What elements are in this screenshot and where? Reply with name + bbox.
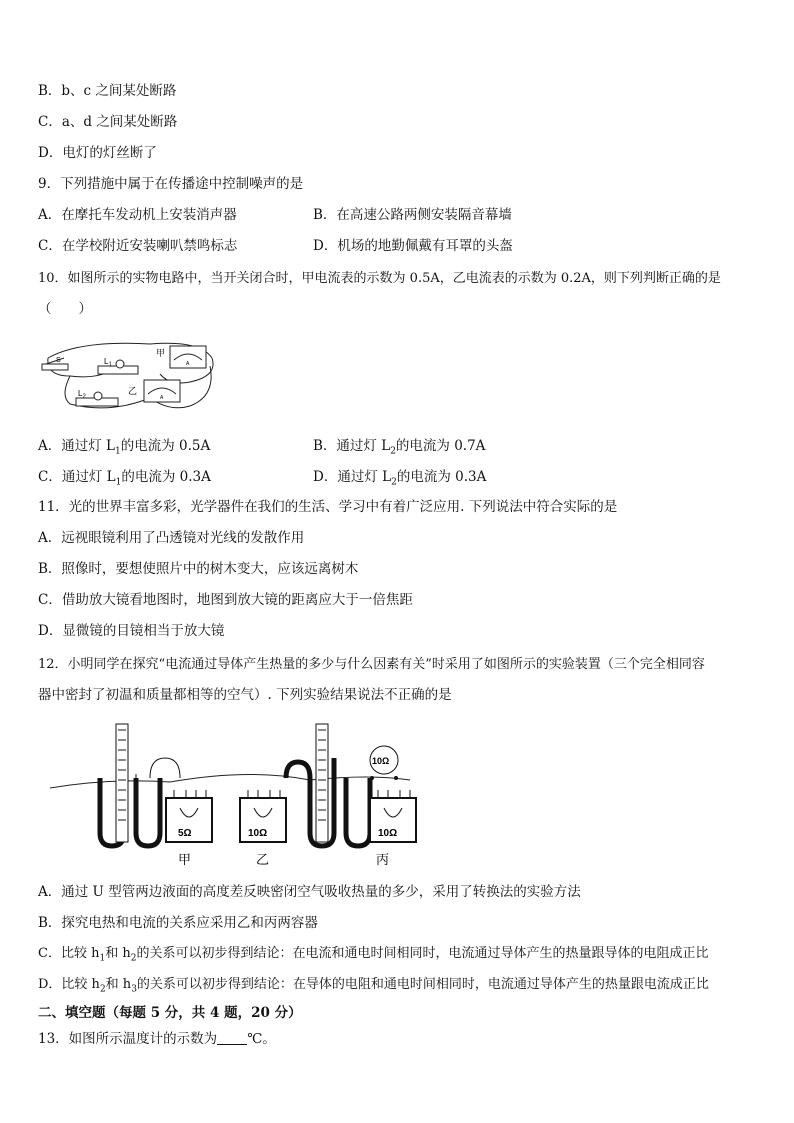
lamp1-label: $L_1$ xyxy=(104,357,112,368)
section-2-title: 二、填空题（每题 5 分，共 4 题，20 分） xyxy=(38,1005,302,1021)
q12-option-c: C．比较 $h_1$和 $h_2$的关系可以初步得到结论：在电流和通电时间相同时，电流通过导体产生的热量跟导体的电阻成正比 xyxy=(38,946,709,964)
answer-blank[interactable] xyxy=(217,1030,247,1045)
switch-lever xyxy=(46,358,64,364)
scale-2 xyxy=(316,724,328,842)
label-jia: 甲 xyxy=(178,853,192,868)
q13-stem: 13．如图所示温度计的示数为 ℃。 xyxy=(38,1031,276,1047)
q11-option-d: D．显微镜的目镜相当于放大镜 xyxy=(38,623,225,639)
q11-option-a: A．远视眼镜利用了凸透镜对光线的发散作用 xyxy=(38,530,305,546)
q8-option-c: C．a、d 之间某处断路 xyxy=(38,114,178,130)
q9-option-d: D．机场的地勤佩戴有耳罩的头盔 xyxy=(313,238,513,254)
q12-apparatus-figure xyxy=(50,718,420,874)
q9-option-a: A．在摩托车发动机上安装消声器 xyxy=(38,207,237,223)
lamp2-label: $L_2$ xyxy=(78,389,86,400)
q11-stem: 11．光的世界丰富多彩，光学器件在我们的生活、学习中有着广泛应用. 下列说法中符合实际的是 xyxy=(38,499,618,515)
label-bing: 丙 xyxy=(376,853,390,868)
wire xyxy=(50,774,410,788)
container-yi xyxy=(240,790,286,842)
q9-options-row2 xyxy=(38,237,513,255)
q9-option-c: C．在学校附近安装喇叭禁鸣标志 xyxy=(38,238,238,254)
q9-option-b: B．在高速公路两侧安装隔音幕墙 xyxy=(313,207,512,223)
q10-stem: 10．如图所示的实物电路中，当开关闭合时，甲电流表的示数为 0.5A，乙电流表的示数为 0.2A，则下列判断正确的是 xyxy=(38,271,721,286)
switch-label: S xyxy=(56,357,61,364)
q12-stem-line2: 器中密封了初温和质量都相等的空气）. 下列实验结果说法不正确的是 xyxy=(38,687,452,703)
q10-option-b: B．通过灯 $L_2$的电流为 0.7A xyxy=(313,438,486,457)
switch-base xyxy=(42,364,68,370)
ammeter-jia-a: A xyxy=(186,361,190,367)
q8-option-d: D．电灯的灯丝断了 xyxy=(38,145,157,161)
q12-option-b: B．探究电热和电流的关系应采用乙和丙两容器 xyxy=(38,915,318,931)
lamp1-bulb xyxy=(116,360,124,368)
q11-option-b: B．照像时，要想使照片中的树木变大，应该远离树木 xyxy=(38,561,359,577)
q10-option-d: D．通过灯 $L_2$的电流为 0.3A xyxy=(313,469,487,488)
label-yi: 乙 xyxy=(128,387,138,397)
q11-option-c: C．借助放大镜看地图时，地图到放大镜的距离应大于一倍焦距 xyxy=(38,592,413,608)
lamp2-bulb xyxy=(94,392,102,400)
q12-option-a: A．通过 U 型管两边液面的高度差反映密闭空气吸收热量的多少，采用了转换法的实验方法 xyxy=(38,884,581,900)
label-yi: 乙 xyxy=(256,853,270,868)
q8-option-b: B．b、c 之间某处断路 xyxy=(38,83,177,99)
container-bing xyxy=(370,746,416,842)
q12-stem-line1: 12．小明同学在探究“电流通过导体产生热量的多少与什么因素有关”时采用了如图所示的实验装置（三个完全相同容 xyxy=(38,657,705,672)
q10-options-row2 xyxy=(38,468,487,492)
resistor-5ohm: 5Ω xyxy=(178,828,192,839)
q12-option-d: D．比较 $h_2$和 $h_3$的关系可以初步得到结论：在导体的电阻和通电时间相同时，电流通过导体产生的热量跟电流成正比 xyxy=(38,977,709,995)
q9-options-row1 xyxy=(38,206,512,224)
scale-1 xyxy=(116,724,128,842)
u-tube-2 xyxy=(286,724,370,846)
q9-stem: 9．下列措施中属于在传播途中控制噪声的是 xyxy=(38,176,304,192)
resistor-10ohm-external: 10Ω xyxy=(372,756,390,766)
q10-option-a: A．通过灯 $L_1$的电流为 0.5A xyxy=(38,438,211,457)
u-tube-1 xyxy=(100,724,160,846)
q10-circuit-figure xyxy=(40,336,220,416)
ammeter-yi-a: A xyxy=(160,395,164,401)
q10-paren: （ ） xyxy=(38,301,92,317)
resistor-10ohm-bing: 10Ω xyxy=(378,828,398,839)
resistor-10ohm-yi: 10Ω xyxy=(248,828,268,839)
q10-option-c: C．通过灯 $L_1$的电流为 0.3A xyxy=(38,469,211,488)
q10-options-row1 xyxy=(38,437,486,461)
label-jia: 甲 xyxy=(156,349,166,359)
